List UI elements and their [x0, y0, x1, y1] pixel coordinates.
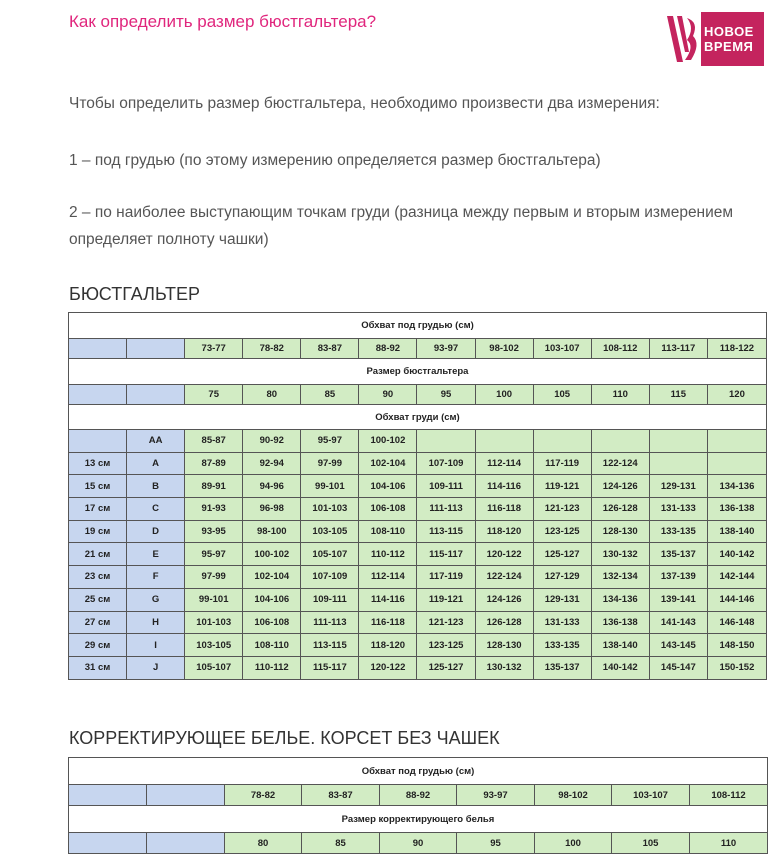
table-row: [69, 634, 767, 657]
bust-value: 145-147: [649, 656, 707, 679]
bust-value: 97-99: [185, 566, 243, 589]
bra-size-table: [68, 312, 767, 680]
bust-value: 128-130: [591, 520, 649, 543]
cup-cell: B: [127, 475, 185, 498]
bust-value: 114-116: [359, 588, 417, 611]
table-row: [69, 566, 767, 589]
underbust-value: 113-117: [649, 339, 707, 359]
bust-value: 133-135: [533, 634, 591, 657]
bust-value: 103-105: [301, 520, 359, 543]
bra-size-value: 85: [301, 385, 359, 405]
bust-value: 102-104: [359, 452, 417, 475]
bust-value: 125-127: [417, 656, 475, 679]
cup-cell: H: [127, 611, 185, 634]
bra-size-value: 120: [707, 385, 766, 405]
bust-value: 109-111: [417, 475, 475, 498]
table-row: [69, 359, 767, 385]
logo-line1: НОВОЕ: [704, 24, 754, 39]
table-row: [69, 785, 768, 806]
blank-cell: [69, 339, 127, 359]
cup-cell: E: [127, 543, 185, 566]
underbust-value: 93-97: [417, 339, 475, 359]
bust-value: 101-103: [185, 611, 243, 634]
corset-underbust-value: 88-92: [380, 785, 457, 806]
bra-size-value: 75: [185, 385, 243, 405]
step-2-text: 2 – по наиболее выступающим точкам груди (разница между первым и вторым измерением определяет полноту чашки): [69, 204, 734, 248]
bust-value: 124-126: [591, 475, 649, 498]
cup-cell: G: [127, 588, 185, 611]
bust-value: 107-109: [301, 566, 359, 589]
cup-cell: I: [127, 634, 185, 657]
bust-value: 142-144: [707, 566, 766, 589]
underbust-value: 108-112: [591, 339, 649, 359]
corset-underbust-value: 108-112: [690, 785, 768, 806]
bust-value: 126-128: [475, 611, 533, 634]
bust-value: 107-109: [417, 452, 475, 475]
bust-value: [417, 430, 475, 453]
bust-value: 123-125: [417, 634, 475, 657]
table-row: [69, 313, 767, 339]
difference-cell: 31 см: [69, 656, 127, 679]
table-row: [69, 588, 767, 611]
corset-heading: КОРРЕКТИРУЮЩЕЕ БЕЛЬЕ. КОРСЕТ БЕЗ ЧАШЕК: [69, 728, 500, 748]
bust-value: 109-111: [301, 588, 359, 611]
bust-value: 119-121: [533, 475, 591, 498]
table-row: [69, 498, 767, 521]
cup-cell: F: [127, 566, 185, 589]
table-row: [69, 758, 768, 785]
bust-value: 131-133: [533, 611, 591, 634]
bust-value: 126-128: [591, 498, 649, 521]
corset-underbust-value: 98-102: [535, 785, 612, 806]
bust-value: 123-125: [533, 520, 591, 543]
table-row: [69, 339, 767, 359]
bust-value: 96-98: [243, 498, 301, 521]
corset-size-value: 80: [225, 833, 302, 854]
bust-value: 108-110: [359, 520, 417, 543]
bra-size-value: 105: [533, 385, 591, 405]
bust-value: 110-112: [359, 543, 417, 566]
bust-value: 95-97: [185, 543, 243, 566]
bust-value: 119-121: [417, 588, 475, 611]
table-row: [69, 475, 767, 498]
bust-value: 122-124: [591, 452, 649, 475]
table-row: [69, 806, 768, 833]
bust-value: 129-131: [649, 475, 707, 498]
corset-size-value: 95: [457, 833, 535, 854]
corset-size-value: 85: [302, 833, 380, 854]
bust-value: 141-143: [649, 611, 707, 634]
difference-cell: 25 см: [69, 588, 127, 611]
underbust-value: 118-122: [707, 339, 766, 359]
bra-size-value: 90: [359, 385, 417, 405]
bust-value: 103-105: [185, 634, 243, 657]
table-row: [69, 405, 767, 430]
bust-value: 146-148: [707, 611, 766, 634]
difference-cell: 15 см: [69, 475, 127, 498]
corset-size-value: 110: [690, 833, 768, 854]
page-title: Как определить размер бюстгальтера?: [69, 12, 377, 31]
blank-cell: [69, 385, 127, 405]
bust-value: 105-107: [301, 543, 359, 566]
difference-cell: 29 см: [69, 634, 127, 657]
bust-value: 112-114: [359, 566, 417, 589]
logo-mark-icon: [663, 12, 701, 66]
blank-cell: [69, 833, 147, 854]
bust-value: 106-108: [359, 498, 417, 521]
corset-underbust-value: 103-107: [612, 785, 690, 806]
blank-cell: [69, 785, 147, 806]
corset-size-value: 105: [612, 833, 690, 854]
bust-value: 112-114: [475, 452, 533, 475]
bust-value: 110-112: [243, 656, 301, 679]
bust-value: 117-119: [417, 566, 475, 589]
bust-value: 87-89: [185, 452, 243, 475]
bust-value: 133-135: [649, 520, 707, 543]
blank-cell: [147, 833, 225, 854]
table-row: [69, 656, 767, 679]
bust-value: 137-139: [649, 566, 707, 589]
underbust-value: 78-82: [243, 339, 301, 359]
bust-value: 101-103: [301, 498, 359, 521]
corset-size-value: 100: [535, 833, 612, 854]
bust-value: 94-96: [243, 475, 301, 498]
bust-value: 148-150: [707, 634, 766, 657]
bust-value: 150-152: [707, 656, 766, 679]
logo-text: [701, 12, 764, 66]
bust-value: 99-101: [185, 588, 243, 611]
difference-cell: 17 см: [69, 498, 127, 521]
bra-size-value: 115: [649, 385, 707, 405]
bust-value: 104-106: [359, 475, 417, 498]
blank-cell: [127, 339, 185, 359]
brand-logo: [663, 12, 764, 66]
bra-size-value: 110: [591, 385, 649, 405]
bust-value: 136-138: [591, 611, 649, 634]
bra-size-value: 100: [475, 385, 533, 405]
bust-value: 139-141: [649, 588, 707, 611]
bust-value: 102-104: [243, 566, 301, 589]
corset-underbust-value: 93-97: [457, 785, 535, 806]
underbust-value: 83-87: [301, 339, 359, 359]
bust-value: [591, 430, 649, 453]
cup-cell: J: [127, 656, 185, 679]
difference-cell: 13 см: [69, 452, 127, 475]
bust-value: 115-117: [301, 656, 359, 679]
bust-value: [649, 430, 707, 453]
bust-value: 99-101: [301, 475, 359, 498]
corset-underbust-label: Обхват под грудью (см): [69, 758, 768, 785]
difference-cell: 23 см: [69, 566, 127, 589]
blank-cell: [127, 385, 185, 405]
corset-size-label: Размер корректирующего белья: [69, 806, 768, 833]
bust-value: 108-110: [243, 634, 301, 657]
corset-size-value: 90: [380, 833, 457, 854]
bust-value: 135-137: [649, 543, 707, 566]
underbust-value: 98-102: [475, 339, 533, 359]
bra-size-label: Размер бюстгальтера: [69, 359, 767, 385]
bust-value: [649, 452, 707, 475]
bust-value: [475, 430, 533, 453]
difference-cell: 21 см: [69, 543, 127, 566]
bust-label: Обхват груди (см): [69, 405, 767, 430]
bust-value: 129-131: [533, 588, 591, 611]
intro-text: Чтобы определить размер бюстгальтера, необходимо произвести два измерения:: [69, 95, 660, 112]
bust-value: 140-142: [591, 656, 649, 679]
bust-value: 89-91: [185, 475, 243, 498]
bust-value: 138-140: [707, 520, 766, 543]
bust-value: 106-108: [243, 611, 301, 634]
step-1-text: 1 – под грудью (по этому измерению определяется размер бюстгальтера): [69, 152, 601, 169]
bust-value: 135-137: [533, 656, 591, 679]
corset-size-table: [68, 757, 768, 854]
bust-value: [707, 430, 766, 453]
bust-value: 111-113: [417, 498, 475, 521]
bust-value: 111-113: [301, 611, 359, 634]
bust-value: 124-126: [475, 588, 533, 611]
cup-cell: C: [127, 498, 185, 521]
bust-value: 105-107: [185, 656, 243, 679]
bust-value: 113-115: [417, 520, 475, 543]
cup-cell: AA: [127, 430, 185, 453]
table-row: [69, 385, 767, 405]
bust-value: [533, 430, 591, 453]
bust-value: 95-97: [301, 430, 359, 453]
corset-underbust-value: 83-87: [302, 785, 380, 806]
bust-value: 117-119: [533, 452, 591, 475]
blank-cell: [147, 785, 225, 806]
bust-value: 118-120: [359, 634, 417, 657]
difference-cell: 19 см: [69, 520, 127, 543]
table-row: [69, 833, 768, 854]
bust-value: 97-99: [301, 452, 359, 475]
bust-value: 114-116: [475, 475, 533, 498]
bust-value: 116-118: [475, 498, 533, 521]
bust-value: 121-123: [533, 498, 591, 521]
bust-value: 90-92: [243, 430, 301, 453]
bust-value: 118-120: [475, 520, 533, 543]
bust-value: 134-136: [707, 475, 766, 498]
bust-value: 138-140: [591, 634, 649, 657]
bust-value: 140-142: [707, 543, 766, 566]
bust-value: 143-145: [649, 634, 707, 657]
bust-value: 122-124: [475, 566, 533, 589]
underbust-value: 103-107: [533, 339, 591, 359]
bust-value: 85-87: [185, 430, 243, 453]
bust-value: 134-136: [591, 588, 649, 611]
bust-value: 93-95: [185, 520, 243, 543]
underbust-value: 73-77: [185, 339, 243, 359]
table-row: [69, 611, 767, 634]
bra-size-value: 80: [243, 385, 301, 405]
bust-value: 91-93: [185, 498, 243, 521]
bust-value: 128-130: [475, 634, 533, 657]
table-row: [69, 430, 767, 453]
bust-value: 136-138: [707, 498, 766, 521]
table-row: [69, 520, 767, 543]
bust-value: 100-102: [243, 543, 301, 566]
bust-value: 98-100: [243, 520, 301, 543]
bust-value: 121-123: [417, 611, 475, 634]
difference-cell: [69, 430, 127, 453]
logo-line2: ВРЕМЯ: [704, 39, 754, 54]
bust-value: 120-122: [359, 656, 417, 679]
cup-cell: D: [127, 520, 185, 543]
bust-value: [707, 452, 766, 475]
bust-value: 92-94: [243, 452, 301, 475]
bust-value: 131-133: [649, 498, 707, 521]
bra-size-value: 95: [417, 385, 475, 405]
cup-cell: A: [127, 452, 185, 475]
bust-value: 144-146: [707, 588, 766, 611]
bust-value: 125-127: [533, 543, 591, 566]
difference-cell: 27 см: [69, 611, 127, 634]
bust-value: 104-106: [243, 588, 301, 611]
table-row: [69, 452, 767, 475]
bust-value: 132-134: [591, 566, 649, 589]
bust-value: 113-115: [301, 634, 359, 657]
bust-value: 116-118: [359, 611, 417, 634]
underbust-value: 88-92: [359, 339, 417, 359]
underbust-label: Обхват под грудью (см): [69, 313, 767, 339]
bra-heading: БЮСТГАЛЬТЕР: [69, 284, 200, 304]
table-row: [69, 543, 767, 566]
bust-value: 127-129: [533, 566, 591, 589]
bust-value: 115-117: [417, 543, 475, 566]
bust-value: 120-122: [475, 543, 533, 566]
bust-value: 130-132: [591, 543, 649, 566]
bust-value: 100-102: [359, 430, 417, 453]
bust-value: 130-132: [475, 656, 533, 679]
corset-underbust-value: 78-82: [225, 785, 302, 806]
